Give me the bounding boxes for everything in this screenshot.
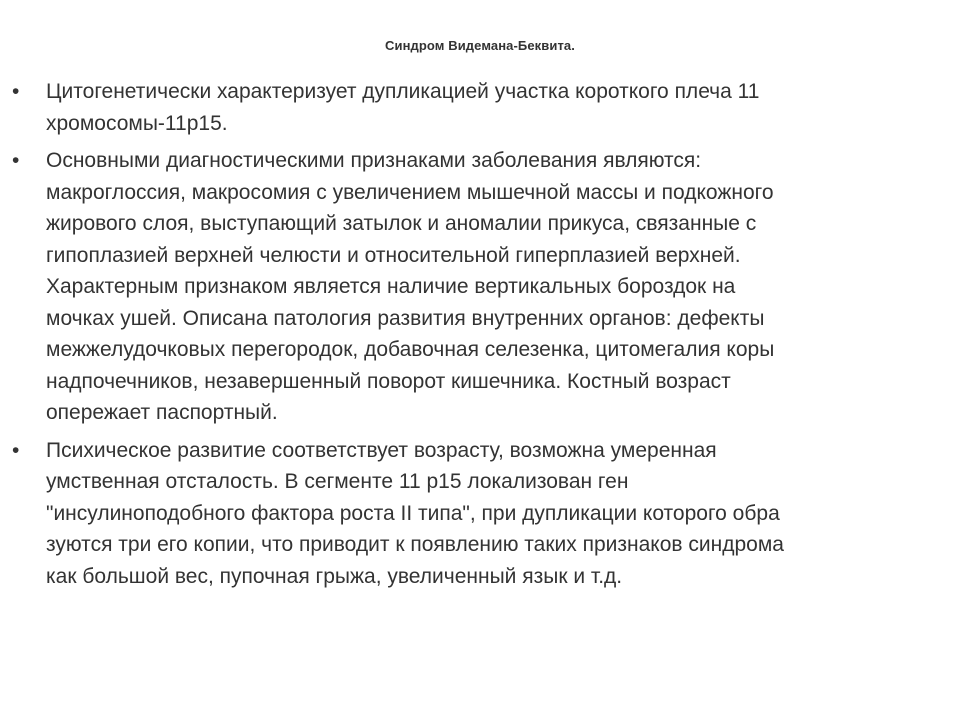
slide-title: Синдром Видемана-Беквита. bbox=[385, 38, 575, 53]
bullet-text: Основными диагностическими признаками заболевания являются: макроглоссия, макросомия с увеличением мышечной массы и подкожного жирового слоя, выступающий затылок и аномалии прикуса, связанные с гипоплазией верхней челюсти и относительной гиперплазией верхней. Характерным признаком является наличие вертикальных бороздок на мочках ушей. Описана патология развития внутренних органов: дефекты межжелудочковых перегородок, добавочная селезенка, цитомегалия коры надпочечников, незавершенный поворот кишечника. Костный возраст опережает паспортный. bbox=[46, 149, 775, 424]
bullet-dot-icon: • bbox=[12, 80, 20, 103]
bullet-item-cytogenetics bbox=[10, 76, 910, 139]
bullet-dot-icon: • bbox=[12, 149, 20, 172]
bullet-dot-icon: • bbox=[12, 438, 20, 462]
bullet-text: Психическое развитие соответствует возрасту, возможна умеренная умственная отсталость. В сегменте 11 р15 локализован ген "инсулиноподобного фактора роста II типа", при дупликации которого обра зуются три его копии, что приводит к появлению таких признаков синдрома как большой вес, пупочная грыжа, увеличенный язык и т.д. bbox=[46, 438, 784, 588]
bullet-item-mental-development bbox=[10, 435, 910, 593]
bullet-list bbox=[10, 76, 910, 598]
bullet-text: Цитогенетически характеризует дупликацией участка короткого плеча 11 хромосомы-11р15. bbox=[46, 80, 760, 135]
bullet-item-diagnostic-signs bbox=[10, 145, 910, 429]
